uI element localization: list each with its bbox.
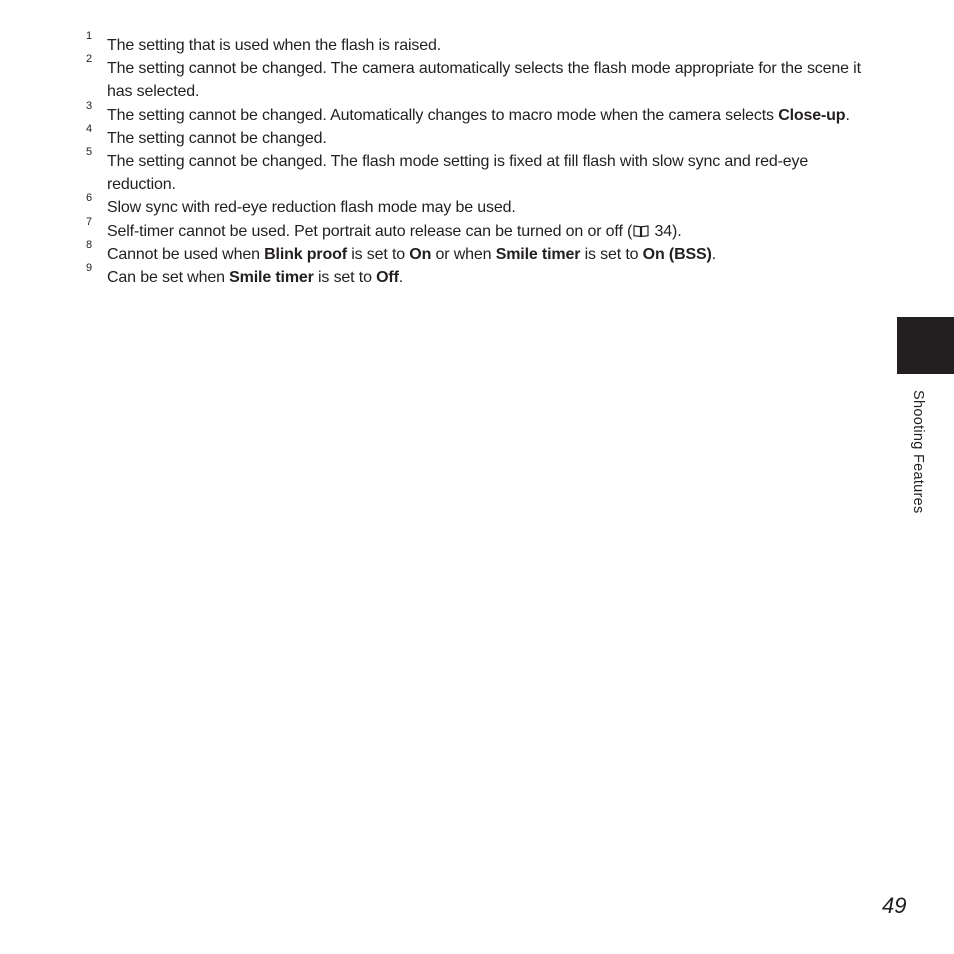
- footnote-text: ).: [672, 222, 682, 240]
- footnote-6: [86, 192, 876, 219]
- footnote-text: The setting cannot be changed. The camera automatically selects the flash mode appropriate for the scene it has selected.: [107, 60, 861, 101]
- footnote-text: The setting that is used when the flash is raised.: [107, 37, 442, 54]
- footnote-text: The setting cannot be changed. The flash mode setting is fixed at fill flash with slow sync and red-eye reduction.: [107, 153, 809, 194]
- footnote-text: Self-timer cannot be used. Pet portrait auto release can be turned on or off (: [107, 222, 633, 240]
- footnote-text: .: [845, 106, 850, 124]
- footnote-number: 9: [86, 262, 92, 275]
- page-reference[interactable]: 34: [650, 222, 673, 240]
- footnote-9: [86, 262, 876, 289]
- footnote-3: [86, 99, 876, 127]
- footnote-number: 8: [86, 238, 92, 251]
- setting-smile-timer: Smile timer: [495, 245, 581, 263]
- footnote-number: 6: [86, 192, 92, 205]
- setting-blink-proof: Blink proof: [264, 245, 347, 263]
- footnote-text: is set to: [580, 245, 643, 263]
- footnote-text: Cannot be used when: [107, 245, 265, 263]
- value-off: Off: [376, 269, 399, 287]
- footnote-number: 1: [86, 30, 92, 42]
- section-tab: [897, 317, 954, 374]
- footnotes-list: [86, 30, 876, 289]
- footnote-number: 3: [86, 99, 92, 112]
- footnote-text: .: [711, 245, 716, 263]
- footnote-text: The setting cannot be changed. Automatically changes to macro mode when the camera selects: [107, 106, 779, 124]
- footnote-number: 4: [86, 122, 92, 135]
- setting-smile-timer: Smile timer: [229, 269, 314, 287]
- setting-close-up: Close-up: [778, 106, 846, 124]
- section-tab-label: Shooting Features: [910, 390, 926, 514]
- footnote-text: .: [398, 269, 404, 287]
- footnote-1: [86, 30, 876, 57]
- book-reference-icon: [633, 222, 649, 236]
- footnote-text: Can be set when: [107, 269, 230, 287]
- footnote-text: is set to: [313, 269, 377, 287]
- footnote-7: [86, 215, 876, 243]
- footnote-text: is set to: [346, 245, 410, 263]
- footnote-number: 2: [86, 53, 92, 66]
- page-number: 49: [882, 893, 907, 918]
- footnote-number: 7: [86, 215, 92, 228]
- footnote-number: 5: [86, 146, 92, 159]
- value-on-bss: On (BSS): [642, 245, 712, 263]
- footnote-8: [86, 238, 876, 266]
- footnote-text: or when: [431, 245, 496, 263]
- value-on: On: [409, 245, 432, 263]
- footnote-5: [86, 146, 876, 196]
- footnote-text: The setting cannot be changed.: [107, 129, 327, 147]
- footnote-4: [86, 122, 876, 150]
- footnote-2: [86, 53, 876, 103]
- footnote-text: Slow sync with red-eye reduction flash mode may be used.: [107, 199, 516, 217]
